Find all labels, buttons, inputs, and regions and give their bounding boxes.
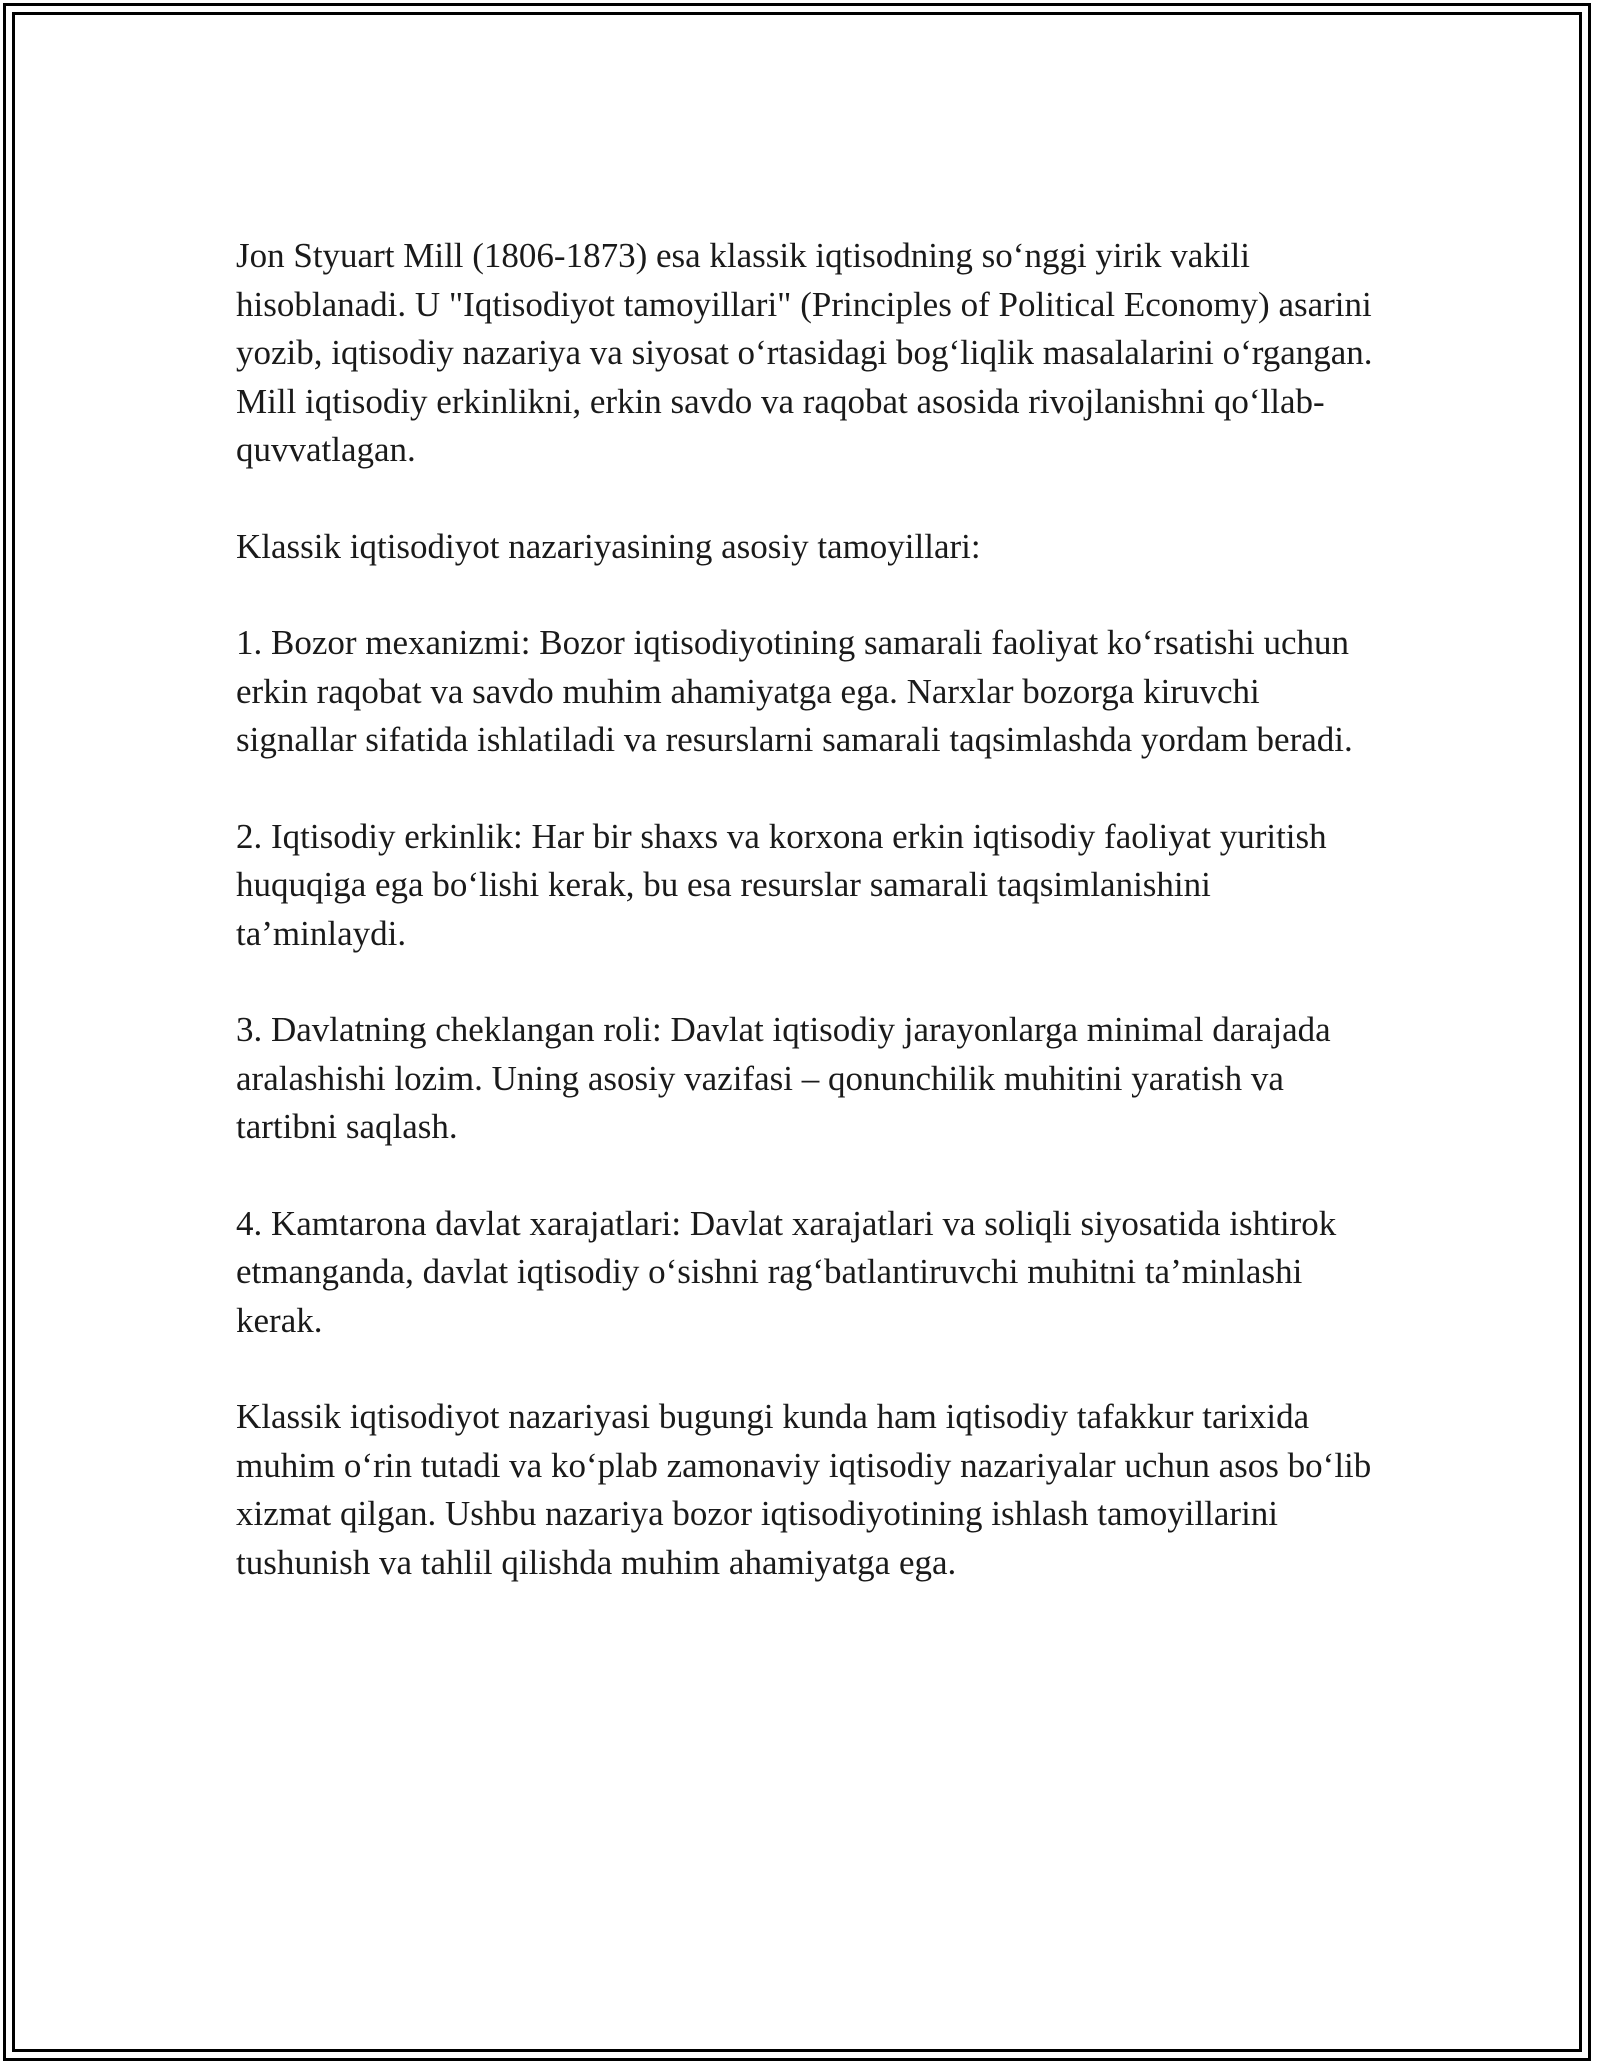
paragraph-conclusion: Klassik iqtisodiyot nazariyasi bugungi kunda ham iqtisodiy tafakkur tarixida muhim o‘rin tutadi va ko‘plab zamonaviy iqtisodiy nazariyalar uchun asos bo‘lib xizmat qilgan. Ushbu nazariya bozor iqtisodiyotining ishlash tamoyillarini tushunish va tahlil qilishda muhim ahamiyatga ega.	[236, 1397, 1372, 1582]
paragraph-principle-economic-freedom: 2. Iqtisodiy erkinlik: Har bir shaxs va korxona erkin iqtisodiy faoliyat yuritish huquqiga ega bo‘lishi kerak, bu esa resurslar samarali taqsimlanishini ta’minlaydi.	[236, 816, 1327, 953]
paragraph-principle-market-mechanism: 1. Bozor mexanizmi: Bozor iqtisodiyotining samarali faoliyat ko‘rsatishi uchun erkin raqobat va savdo muhim ahamiyatga ega. Narxlar bozorga kiruvchi signallar sifatida ishlatiladi va resurslarni samarali taqsimlashda yordam beradi.	[236, 623, 1353, 759]
paragraph-principles-heading: Klassik iqtisodiyot nazariyasining asosiy tamoyillari:	[236, 526, 981, 566]
paragraph-principle-limited-state-role: 3. Davlatning cheklangan roli: Davlat iqtisodiy jarayonlarga minimal darajada aralashishi lozim. Uning asosiy vazifasi – qonunchilik muhitini yaratish va tartibni saqlash.	[236, 1010, 1331, 1146]
paragraph-mill-intro: Jon Styuart Mill (1806-1873) esa klassik iqtisodning so‘nggi yirik vakili hisoblanadi. U "Iqtisodiyot tamoyillari" (Principles of Political Economy) asarini yozib, iqtisodiy nazariya va siyosat o‘rtasidagi bog‘liqlik masalalarini o‘rgangan. Mill iqtisodiy erkinlikni, erkin savdo va raqobat asosida rivojlanishni qo‘llab-quvvatlagan.	[236, 236, 1373, 469]
document-body	[236, 232, 1386, 1635]
paragraph-principle-modest-spending: 4. Kamtarona davlat xarajatlari: Davlat xarajatlari va soliqli siyosatida ishtirok etmanganda, davlat iqtisodiy o‘sishni rag‘batlantiruvchi muhitni ta’minlashi kerak.	[236, 1203, 1337, 1340]
